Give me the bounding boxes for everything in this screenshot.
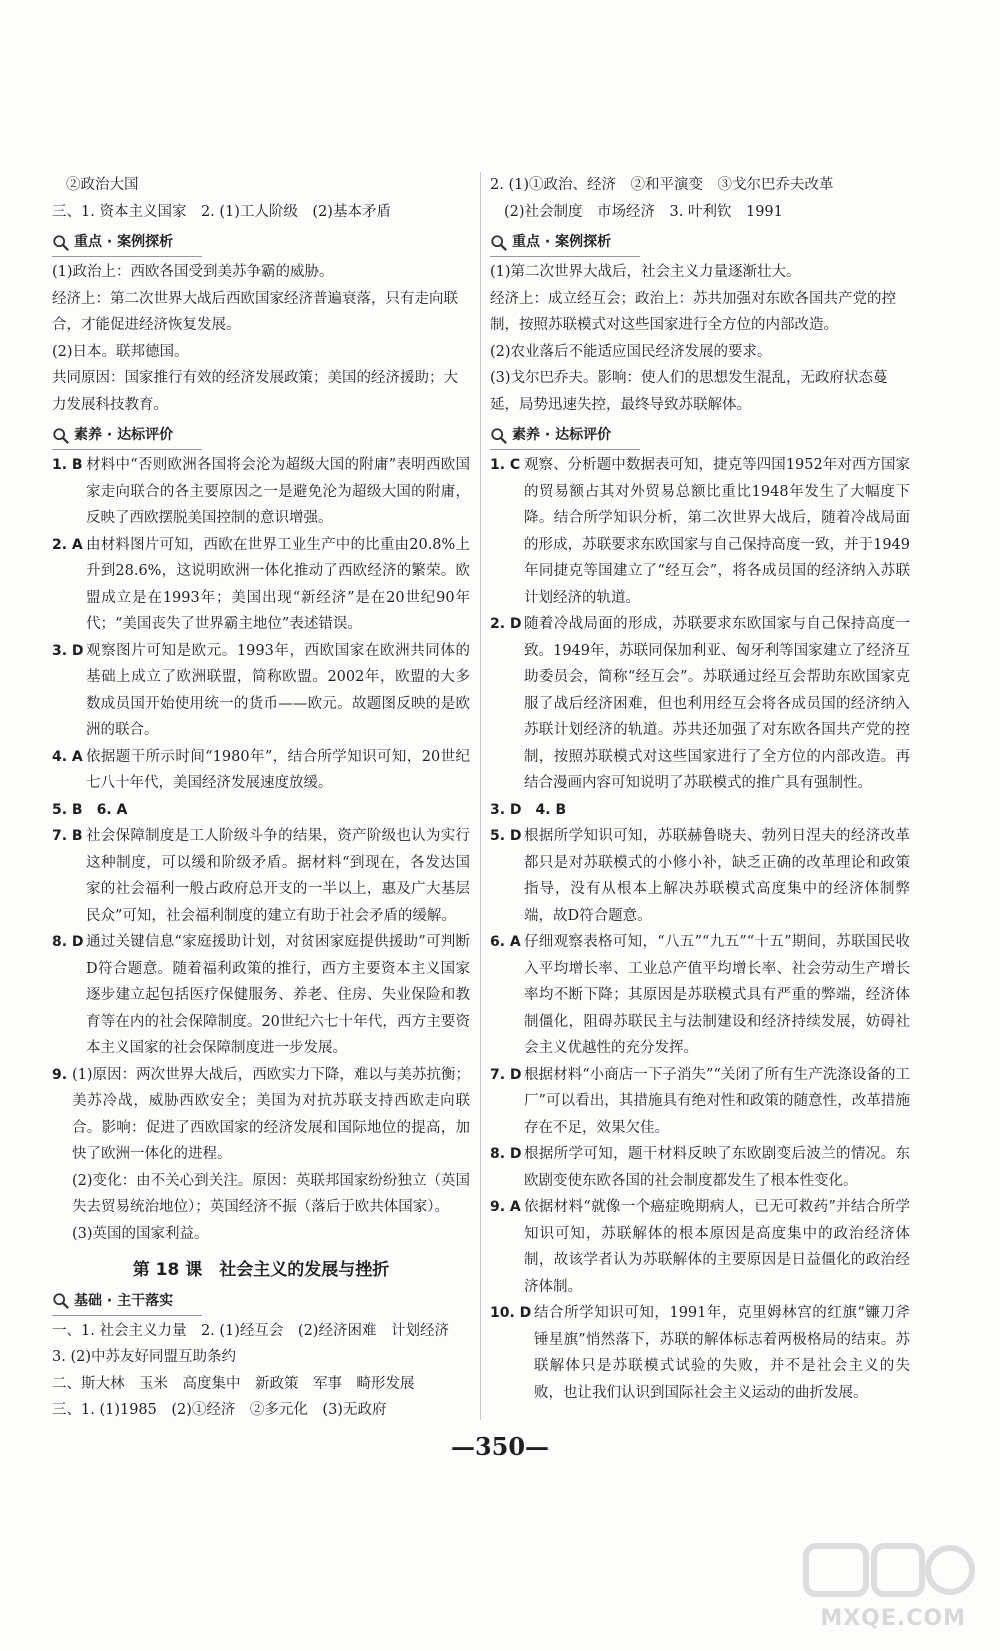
answer-number: 9. xyxy=(52,1066,68,1083)
answer-number: 10. D xyxy=(490,1305,532,1321)
answer-text: (3)英国的国家利益。 xyxy=(72,1225,209,1242)
answer-item xyxy=(490,823,910,929)
answer-number: 2. A xyxy=(52,536,83,553)
answer-text: 依据材料“就像一个癌症晚期病人，已无可救药”并结合所学知识可知，苏联解体的根本原因是高度集中的政治经济体制，故该学者认为苏联解体的主要原因是日益僵化的政治经济体制。 xyxy=(524,1199,910,1295)
right-key-line: (1)第二次世界大战后，社会主义力量逐渐壮大。 xyxy=(490,264,801,280)
answer-item xyxy=(52,797,470,824)
answer-text: 根据所学知识可知，苏联赫鲁晓夫、勃列日涅夫的经济改革都只是对苏联模式的小修小补，缺乏正确的改革理论和政策指导，没有从根本上解决苏联模式高度集中的经济体制弊端，故D符合题意。 xyxy=(524,828,910,924)
right-key-line: (2)农业落后不能适应国民经济发展的要求。 xyxy=(490,343,772,360)
right-key-line: 经济上：成立经互会；政治上：苏共加强对东欧各国共产党的控制，按照苏联模式对这些国家进行全方位的内部改造。 xyxy=(490,290,896,333)
section-heading-eval xyxy=(52,422,202,450)
magnifier-icon xyxy=(490,234,508,252)
section-heading-base xyxy=(52,1288,202,1316)
answer-number: 5. B 6. A xyxy=(52,801,128,818)
answer-item xyxy=(490,929,910,1062)
answer-text: (1)原因：两次世界大战后，西欧实力下降，难以与美苏抗衡；美苏冷战，威胁西欧安全；美国为对抗苏联支持西欧走向联合。影响：促进了西欧国家的经济发展和国际地位的提高，加快了欧洲一体化的进程。 xyxy=(72,1066,470,1162)
section-title: 重点 · 案例探析 xyxy=(74,234,174,251)
answer-number: 9. A xyxy=(490,1199,521,1215)
left-top-line: 三、1. 资本主义国家 2. (1)工人阶级 (2)基本矛盾 xyxy=(52,203,391,220)
answer-text: 根据所学可知，题干材料反映了东欧剧变后波兰的情况。东欧剧变使东欧各国的社会制度都发生了根本性变化。 xyxy=(524,1146,910,1189)
answer-text: 结合所学知识可知，1991年，克里姆林宫的红旗“镰刀斧锤星旗”悄然落下，苏联的解体标志着两极格局的结束。苏联解体只是苏联模式试验的失败，并不是社会主义的失败，也让我们认识到国际社会主义运动的曲折发展。 xyxy=(534,1305,910,1401)
answer-item xyxy=(490,611,910,797)
left-key-line: 经济上：第二次世界大战后西欧国家经济普遍衰落，只有走向联合，才能促进经济恢复发展。 xyxy=(52,290,458,333)
section-heading-key xyxy=(490,229,640,257)
left-base-line: 二、斯大林 玉米 高度集中 新政策 军事 畸形发展 xyxy=(52,1375,415,1392)
answer-text: 观察图片可知是欧元。1993年，西欧国家在欧洲共同体的基础上成立了欧洲联盟，简称欧盟。2002年，欧盟的大多数成员国开始使用统一的货币——欧元。故题图反映的是欧洲的联合。 xyxy=(86,642,470,738)
answer-text: 材料中“否则欧洲各国将会沦为超级大国的附庸”表明西欧国家走向联合的各主要原因之一是避免沦为超级大国的附庸，反映了西欧摆脱美国控制的意识增强。 xyxy=(86,457,470,526)
magnifier-icon xyxy=(490,427,508,445)
answer-item xyxy=(490,1300,910,1406)
left-base-line: 一、1. 社会主义力量 2. (1)经互会 (2)经济困难 计划经济 3. (2)中苏友好同盟互助条约 xyxy=(52,1322,464,1365)
answer-number: 5. D xyxy=(490,828,522,844)
answer-item xyxy=(52,929,470,1062)
answer-item xyxy=(490,797,910,824)
answer-number: 6. A xyxy=(490,934,521,950)
answer-item xyxy=(52,1168,470,1221)
section-title: 重点 · 案例探析 xyxy=(512,234,612,251)
answer-item xyxy=(52,1221,470,1248)
left-base-line: 三、1. (1)1985 (2)①经济 ②多元化 (3)无政府 xyxy=(52,1402,387,1418)
column-divider xyxy=(480,172,481,1420)
answer-item xyxy=(490,1062,910,1142)
section-title: 素养 · 达标评价 xyxy=(74,427,174,444)
answer-number: 1. C xyxy=(490,457,521,473)
answer-number: 7. D xyxy=(490,1066,522,1083)
answer-item xyxy=(490,452,910,611)
right-top-line: (2)社会制度 市场经济 3. 叶利钦 1991 xyxy=(504,203,783,220)
answer-text: 随着冷战局面的形成，苏联要求东欧国家与自己保持高度一致。1949年，苏联同保加利亚、匈牙利等国家建立了经济互助委员会，简称“经互会”。苏联通过经互会帮助东欧国家克服了战后经济困难，但也利用经互会将各成员国的经济纳入苏联计划经济的轨道。苏共还加强了对东欧各国共产党的控制，按照苏联模式对这些国家进行了全方位的内部改造。再结合漫画内容可知说明了苏联模式的推广具有强制性。 xyxy=(524,616,910,791)
answer-number: 4. A xyxy=(52,748,83,765)
answer-item xyxy=(490,1141,910,1194)
right-key-line: (3)戈尔巴乔夫。影响：使人们的思想发生混乱，无政府状态蔓延，局势迅速失控，最终导致苏联解体。 xyxy=(490,370,888,413)
answer-number: 7. B xyxy=(52,828,83,844)
magnifier-icon xyxy=(52,1292,70,1310)
section-title: 素养 · 达标评价 xyxy=(512,427,612,444)
answer-item xyxy=(52,532,470,638)
section-heading-key xyxy=(52,229,202,257)
answer-number: 3. D xyxy=(52,642,84,659)
answer-text: 社会保障制度是工人阶级斗争的结果，资产阶级也认为实行这种制度，可以缓和阶级矛盾。据材料“到现在，各发达国家的社会福利一般占政府总开支的一半以上，惠及广大基层民众”可知，社会福利制度的建立有助于社会矛盾的缓解。 xyxy=(86,828,470,924)
watermark-text: MXQE.COM xyxy=(820,1606,966,1631)
answer-item xyxy=(52,823,470,929)
section-title: 基础 · 主干落实 xyxy=(74,1292,174,1309)
answer-text: 由材料图片可知，西欧在世界工业生产中的比重由20.8%上升到28.6%，这说明欧洲一体化推动了西欧经济的繁荣。欧盟成立是在1993年；美国出现“新经济”是在20世纪90年代；“美国丧失了世界霸主地位”表述错误。 xyxy=(86,536,470,632)
answer-number: 2. D xyxy=(490,616,522,632)
right-column xyxy=(490,172,910,1406)
answer-item xyxy=(52,744,470,797)
left-column xyxy=(52,172,470,1424)
answer-number: 8. D xyxy=(490,1146,522,1162)
lesson-title: 第 18 课 社会主义的发展与挫折 xyxy=(132,1260,390,1280)
answer-number: 1. B xyxy=(52,457,83,473)
answer-item xyxy=(52,452,470,532)
left-key-line: (1)政治上：西欧各国受到美苏争霸的威胁。 xyxy=(52,264,334,280)
page-number: —350— xyxy=(450,1432,550,1461)
magnifier-icon xyxy=(52,234,70,252)
answer-text: 观察、分析题中数据表可知，捷克等四国1952年对西方国家的贸易额占其对外贸易总额比重比1948年发生了大幅度下降。结合所学知识分析，第二次世界大战后，随着冷战局面的形成，苏联要求东欧国家与自己保持高度一致，并于1949年同捷克等国建立了“经互会”，将各成员国的经济纳入苏联计划经济的轨道。 xyxy=(524,457,910,606)
answer-item xyxy=(490,1194,910,1300)
answer-text: (2)变化：由不关心到关注。原因：英联邦国家纷纷独立（英国失去贸易统治地位）；英国经济不振（落后于欧共体国家）。 xyxy=(72,1172,470,1215)
right-top-line: 2. (1)①政治、经济 ②和平演变 ③戈尔巴乔夫改革 xyxy=(490,177,834,193)
answer-number: 8. D xyxy=(52,934,84,950)
section-heading-eval xyxy=(490,422,640,450)
answer-text: 通过关键信息“家庭援助计划，对贫困家庭提供援助”可判断D符合题意。随着福利政策的推行，西方主要资本主义国家逐步建立起包括医疗保健服务、养老、住房、失业保险和教育等在内的社会保障制度。20世纪六七十年代，西方主要资本主义国家的社会保障制度进一步发展。 xyxy=(86,934,470,1056)
answer-item xyxy=(52,1062,470,1168)
answer-item xyxy=(52,638,470,744)
answer-text: 依据题干所示时间“1980年”，结合所学知识可知，20世纪七八十年代，美国经济发展速度放缓。 xyxy=(86,748,470,791)
left-key-line: (2)日本。联邦德国。 xyxy=(52,343,189,360)
answer-text: 根据材料“小商店一下子消失”“关闭了所有生产洗涤设备的工厂”可以看出，其措施具有绝对性和政策的随意性，改革措施存在不足，效果欠佳。 xyxy=(524,1066,910,1136)
answer-text: 仔细观察表格可知，“八五”“九五”“十五”期间，苏联国民收入平均增长率、工业总产值平均增长率、社会劳动生产增长率均不断下降；其原因是苏联模式具有严重的弊端，经济体制僵化，阻碍苏联民主与法制建设和经济持续发展，妨碍社会主义优越性的充分发挥。 xyxy=(524,934,910,1056)
magnifier-icon xyxy=(52,427,70,445)
left-top-line: ②政治大国 xyxy=(66,177,139,193)
answer-number: 3. D 4. B xyxy=(490,801,567,818)
left-key-line: 共同原因：国家推行有效的经济发展政策；美国的经济援助；大力发展科技教育。 xyxy=(52,370,458,413)
